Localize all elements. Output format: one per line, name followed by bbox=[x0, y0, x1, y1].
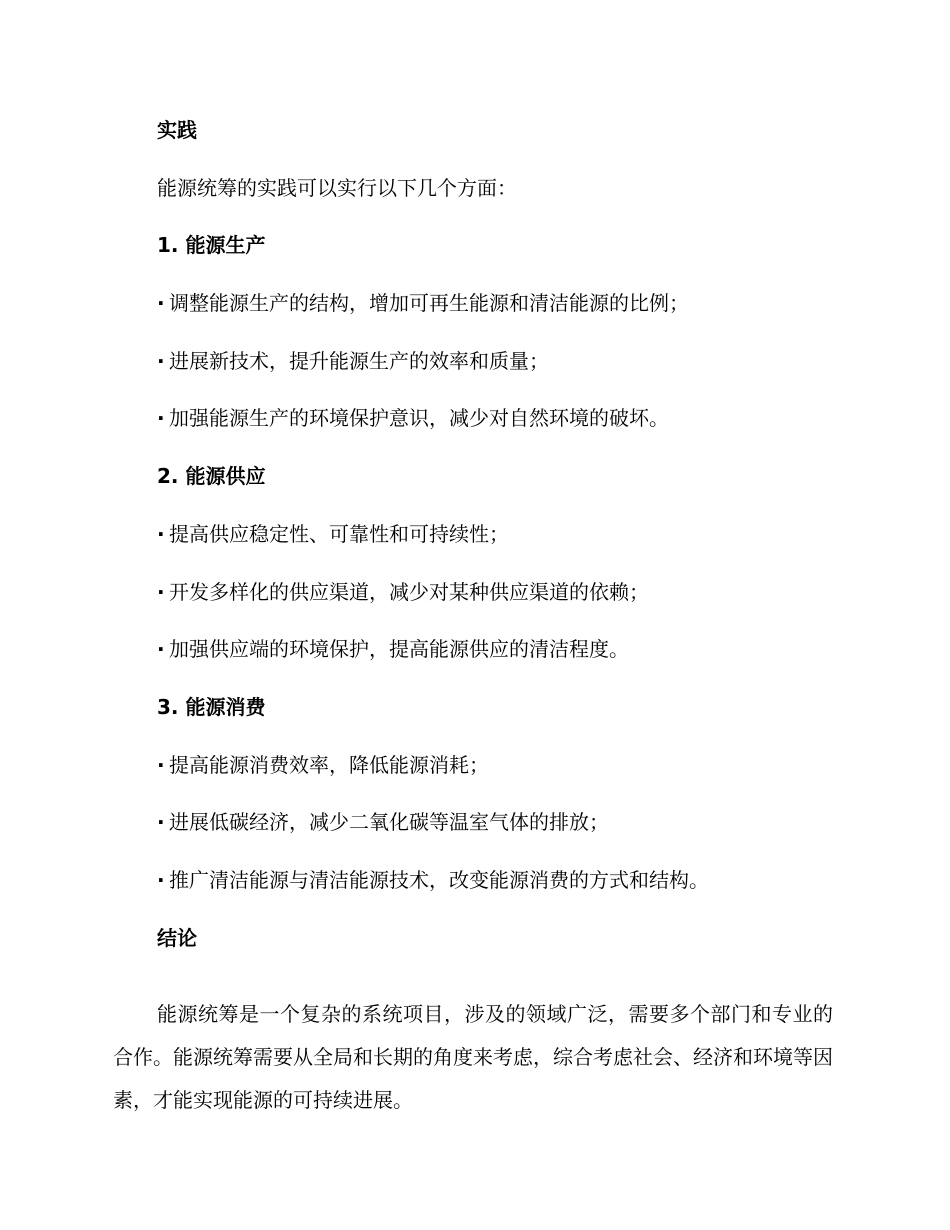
list-item: · 提高能源消费效率，降低能源消耗； bbox=[157, 747, 847, 805]
list-item: · 开发多样化的供应渠道，减少对某种供应渠道的依赖； bbox=[157, 574, 847, 632]
section-heading-conclusion: 结论 bbox=[157, 925, 197, 950]
list-item: · 推广清洁能源与清洁能源技术，改变能源消费的方式和结构。 bbox=[157, 862, 847, 920]
subheading-consumption: 3. 能源消费 bbox=[157, 694, 266, 719]
list-item: · 加强供应端的环境保护，提高能源供应的清洁程度。 bbox=[157, 631, 847, 689]
list-item: · 提高供应稳定性、可靠性和可持续性； bbox=[157, 516, 847, 574]
subheading-supply: 2. 能源供应 bbox=[157, 464, 266, 489]
intro-text: 能源统筹的实践可以实行以下几个方面： bbox=[157, 175, 517, 200]
list-item: · 进展新技术，提升能源生产的效率和质量； bbox=[157, 343, 847, 401]
list-item: · 加强能源生产的环境保护意识，减少对自然环境的破坏。 bbox=[157, 400, 847, 458]
section-heading-practice: 实践 bbox=[157, 118, 197, 142]
conclusion-paragraph: 能源统筹是一个复杂的系统项目，涉及的领域广泛，需要多个部门和专业的合作。能源统筹需要从全局和长期的角度来考虑，综合考虑社会、经济和环境等因素，才能实现能源的可持续进展。 bbox=[113, 1002, 833, 1112]
subheading-production: 1. 能源生产 bbox=[157, 233, 266, 258]
list-item: · 进展低碳经济，减少二氧化碳等温室气体的排放； bbox=[157, 804, 847, 862]
list-item: · 调整能源生产的结构，增加可再生能源和清洁能源的比例； bbox=[157, 285, 847, 343]
document-body bbox=[157, 112, 847, 977]
